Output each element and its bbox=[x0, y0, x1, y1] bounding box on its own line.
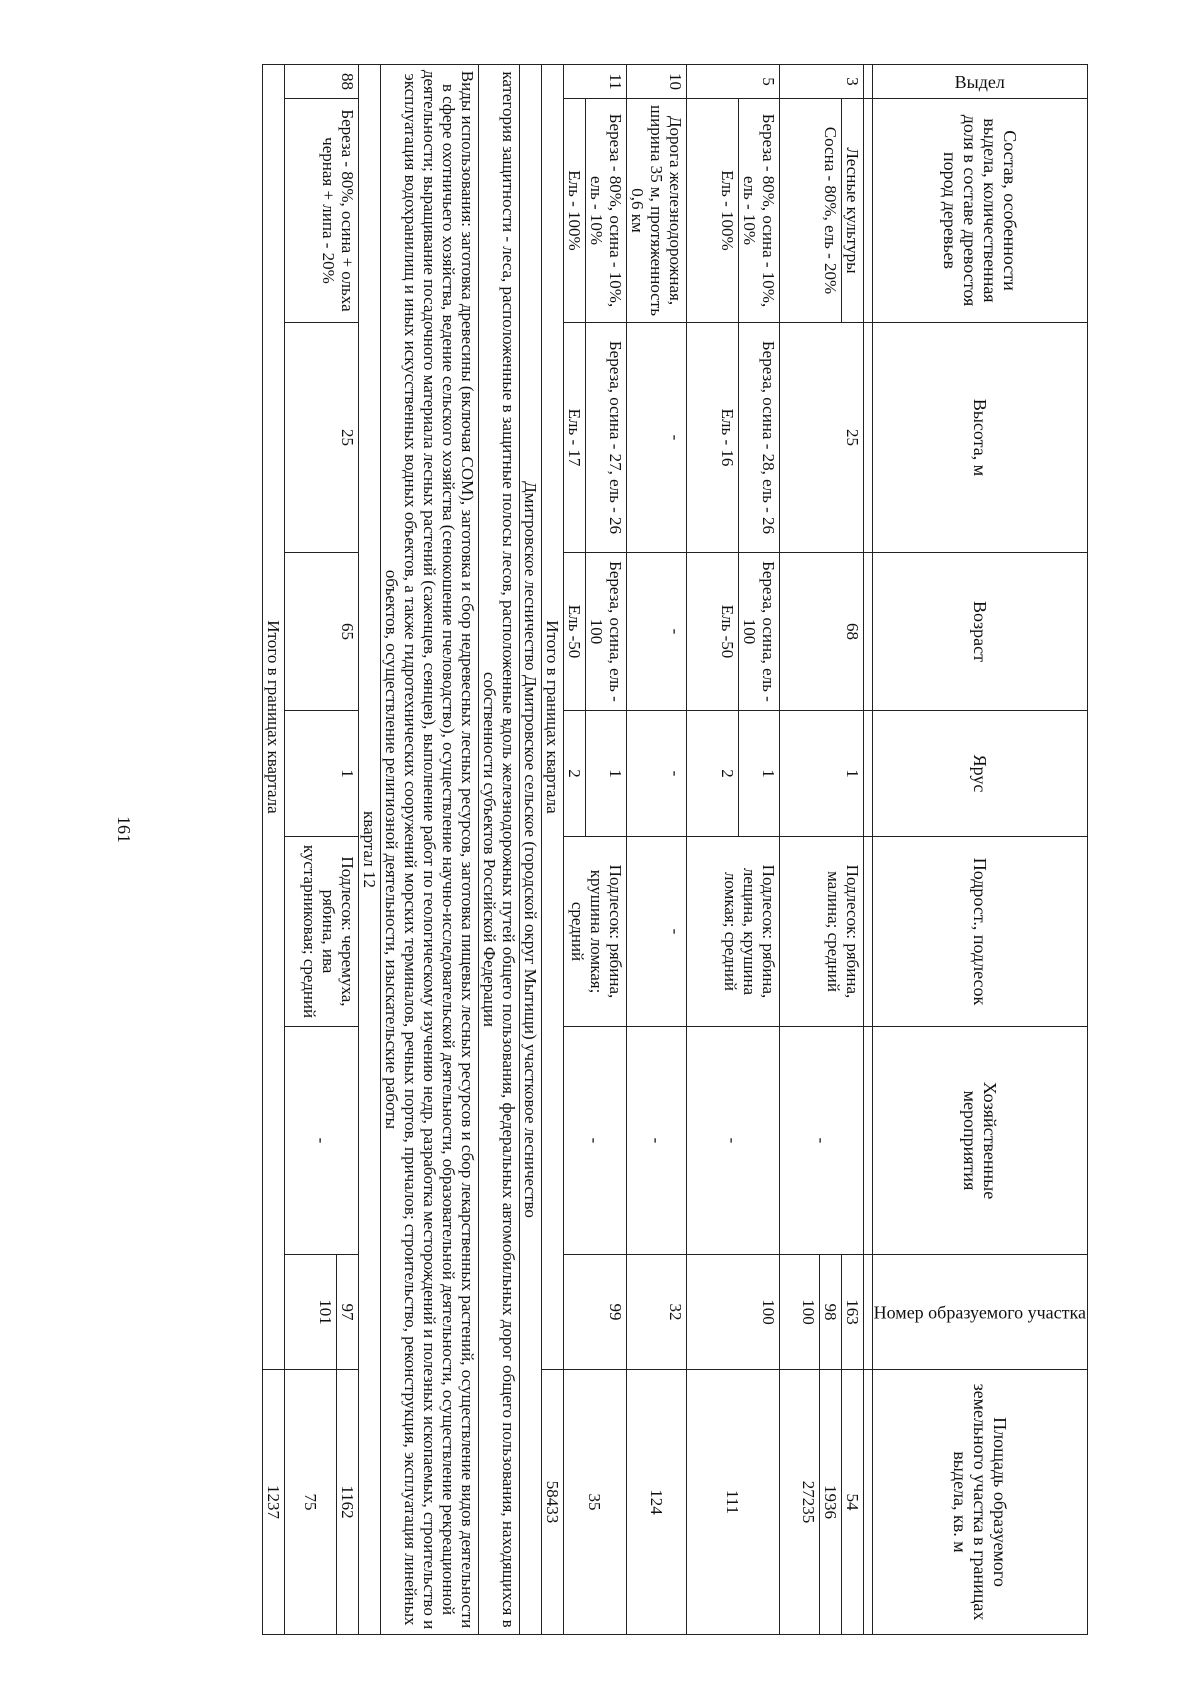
header-nomer: Номер образуемого участка bbox=[872, 1255, 1087, 1370]
header-row bbox=[872, 65, 1087, 1635]
total-label: Итого в границах квартала bbox=[262, 65, 284, 1370]
header-vysota: Высота, м bbox=[872, 323, 1087, 553]
cell-meropriyatiya: - bbox=[626, 1027, 686, 1255]
total-row bbox=[262, 65, 284, 1635]
cell-vysota: Береза, осина - 28, ель - 26 bbox=[738, 323, 779, 553]
cell-podrost: Подлесок: рябина, малина; средний bbox=[779, 837, 863, 1027]
total-value: 58433 bbox=[541, 1370, 563, 1635]
cell-podrost: Подлесок: рябина, крушина ломкая; средний bbox=[563, 837, 626, 1027]
cell-nomer: 32 bbox=[626, 1255, 686, 1370]
cell-vydel: 10 bbox=[626, 65, 686, 99]
cell-podrost: - bbox=[626, 837, 686, 1027]
info-row bbox=[380, 65, 478, 1635]
cell-sostav: Сосна - 80%, ель - 20% bbox=[779, 99, 841, 323]
header-meropriyatiya: Хозяйственные мероприятия bbox=[872, 1027, 1087, 1255]
cell-vydel: 11 bbox=[563, 65, 626, 99]
cell-nomer: 100 bbox=[686, 1255, 779, 1370]
cell-vysota: - bbox=[626, 323, 686, 553]
header-podrost: Подрост., подлесок bbox=[872, 837, 1087, 1027]
cell-yarus: 1 bbox=[738, 711, 779, 837]
protection-category: категория защитности - леса, расположенные в защитные полосы лесов, расположенные вдоль железнодорожных путей общего пользования, федеральных автомобильных дорог общего пользования, находящихся в собственности субъектов Российской Федерации bbox=[478, 65, 519, 1635]
total-value: 1237 bbox=[262, 1370, 284, 1635]
cell-sostav: Береза - 80%, осина + ольха черная + липа - 20% bbox=[284, 99, 358, 323]
cell-vysota: Ель - 17 bbox=[563, 323, 585, 553]
cell-ploshchad: 35 bbox=[563, 1370, 626, 1635]
info-row bbox=[519, 65, 541, 1635]
header-vozrast: Возраст bbox=[872, 553, 1087, 711]
cell-sostav: Береза - 80%, осина - 10%, ель - 10% bbox=[738, 99, 779, 323]
table-row bbox=[738, 65, 779, 1635]
cell-vydel: 3 bbox=[779, 65, 863, 99]
cell-meropriyatiya: - bbox=[779, 1027, 863, 1255]
header-yarus: Ярус bbox=[872, 711, 1087, 837]
cell-nomer: 97 bbox=[336, 1255, 358, 1370]
table-row bbox=[841, 65, 863, 1635]
info-row bbox=[478, 65, 519, 1635]
cell-yarus: 1 bbox=[779, 711, 863, 837]
cell-sostav: Ель - 100% bbox=[686, 99, 738, 323]
cell-yarus: - bbox=[626, 711, 686, 837]
cell-ploshchad: 111 bbox=[686, 1370, 779, 1635]
info-row bbox=[358, 65, 380, 1635]
allotment-table bbox=[262, 64, 1088, 1635]
cell-vozrast: Береза, осина, ель - 100 bbox=[738, 553, 779, 711]
cell-ploshchad: 1936 bbox=[819, 1370, 841, 1635]
cell-podrost: Подлесок: рябина, лещина, крушина ломкая; средний bbox=[686, 837, 779, 1027]
cell-nomer: 98 bbox=[819, 1255, 841, 1370]
cell-vysota: 25 bbox=[284, 323, 358, 553]
cell-yarus: 1 bbox=[585, 711, 626, 837]
kvartal-title: квартал 12 bbox=[358, 65, 380, 1635]
cell-vydel: 5 bbox=[686, 65, 779, 99]
header-vydel: Выдел bbox=[872, 65, 1087, 99]
cell-vydel: 88 bbox=[284, 65, 358, 99]
header-sostav: Состав, особенности выдела, количественная доля в составе древостоя пород деревьев bbox=[872, 99, 1087, 323]
cell-podrost: Подлесок: черемуха, рябина, ива кустарниковая; средний bbox=[284, 837, 358, 1027]
cell-vozrast: 68 bbox=[779, 553, 863, 711]
cell-sostav: Лесные культуры bbox=[841, 99, 863, 323]
table-row bbox=[336, 65, 358, 1635]
cell-ploshchad: 27235 bbox=[779, 1370, 819, 1635]
lesnichestvo-title: Дмитровское лесничество Дмитровское сельское (городской округ Мытищи) участковое лесничество bbox=[519, 65, 541, 1635]
cell-vysota: Береза, осина - 27, ель - 26 bbox=[585, 323, 626, 553]
cell-vozrast: Береза, осина, ель - 100 bbox=[585, 553, 626, 711]
cell-sostav: Береза - 80%, осина - 10%, ель - 10% bbox=[585, 99, 626, 323]
cell-vozrast: Ель -50 bbox=[686, 553, 738, 711]
cell-ploshchad: 54 bbox=[841, 1370, 863, 1635]
cell-ploshchad: 1162 bbox=[336, 1370, 358, 1635]
cell-nomer: 99 bbox=[563, 1255, 626, 1370]
cell-ploshchad: 75 bbox=[284, 1370, 336, 1635]
usage-types: Виды использования: заготовка древесины (включая СОМ), заготовка и сбор недревесных лесных ресурсов, заготовка пищевых лесных ресурсов и сбор лекарственных растений, осуществление видов деятельности в сфере охотничьего хозяйства, ведение сельского хозяйства (сенокошение пчеловодство), осуществление научно-исследовательской деятельности, образовательной деятельности, осуществление рекреационной деятельности; выращивание посадочного материала лесных растений (саженцев, сеянцев), выполнение работ по геологическому изучению недр, разработка месторождений и полезных ископаемых, строительство и эксплуатация водохранилищ и иных искусственных водных объектов, а также гидротехнических сооружений морских терминалов, речных портов, причалов; строительство, реконструкция, эксплуатация линейных объектов, осуществление религиозной деятельности, изыскательские работы bbox=[380, 65, 478, 1635]
cell-ploshchad: 124 bbox=[626, 1370, 686, 1635]
cell-yarus: 2 bbox=[686, 711, 738, 837]
table-row bbox=[585, 65, 626, 1635]
total-label: Итого в границах квартала bbox=[541, 65, 563, 1370]
cell-vozrast: Ель -50 bbox=[563, 553, 585, 711]
cell-yarus: 2 bbox=[563, 711, 585, 837]
cell-vysota: Ель - 16 bbox=[686, 323, 738, 553]
cell-meropriyatiya: - bbox=[686, 1027, 779, 1255]
cell-vozrast: 65 bbox=[284, 553, 358, 711]
table-row bbox=[626, 65, 686, 1635]
cell-sostav: Ель - 100% bbox=[563, 99, 585, 323]
rotated-page bbox=[88, 64, 1088, 1634]
cell-meropriyatiya: - bbox=[563, 1027, 626, 1255]
cell-nomer: 163 bbox=[841, 1255, 863, 1370]
cell-yarus: 1 bbox=[284, 711, 358, 837]
cell-meropriyatiya: - bbox=[284, 1027, 358, 1255]
cell-vozrast: - bbox=[626, 553, 686, 711]
cell-vysota: 25 bbox=[779, 323, 863, 553]
blank-row bbox=[863, 65, 872, 1635]
cell-sostav: Дорога железнодорожная, ширина 35 м, протяженность 0,6 км bbox=[626, 99, 686, 323]
header-ploshchad: Площадь образуемого земельного участка в границах выдела, кв. м bbox=[872, 1370, 1087, 1635]
page-number: 161 bbox=[114, 816, 134, 843]
cell-nomer: 100 bbox=[779, 1255, 819, 1370]
cell-nomer: 101 bbox=[284, 1255, 336, 1370]
total-row bbox=[541, 65, 563, 1635]
